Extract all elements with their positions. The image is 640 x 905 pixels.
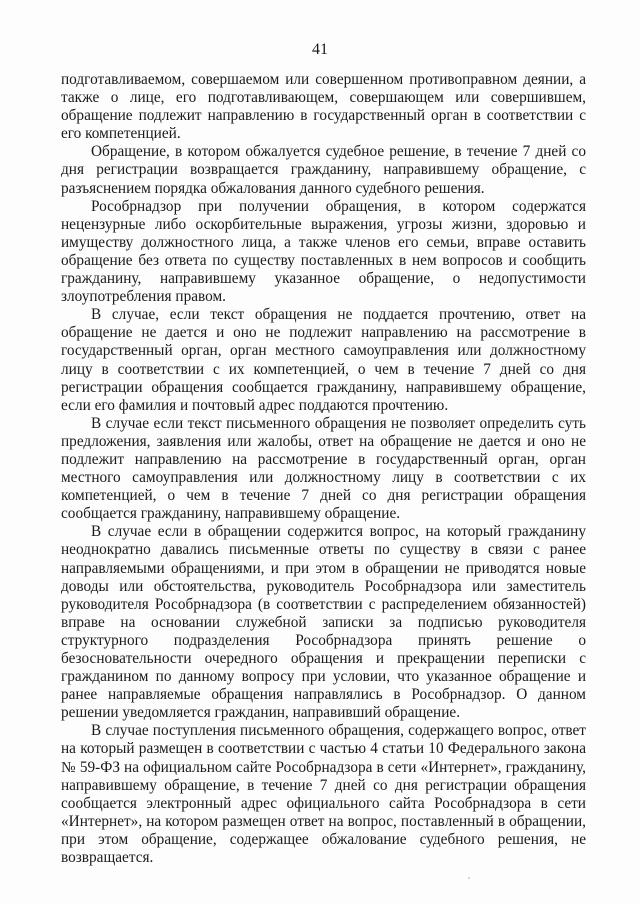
paragraph-unreadable-text: В случае, если текст обращения не поддается прочтению, ответ на обращение не дается и оно не подлежит направлению на рассмотрение в государственный орган, орган местного самоуправления или должностному лицу в соответствии с их компетенцией, о чем в течение 7 дней со дня регистрации обращения сообщается гражданину, направившему обращение, если его фамилия и почтовый адрес поддаются прочтению.	[61, 306, 586, 414]
page-number: 41	[312, 41, 328, 58]
paragraph-repeated-question: В случае если в обращении содержится вопрос, на который гражданину неоднократно давались письменные ответы по существу в связи с ранее направляемыми обращениями, и при этом в обращении не приводятся новые доводы или обстоятельства, руководитель Рособрнадзора или заместитель руководителя Рособрнадзора (в соответствии с распределением обязанностей) вправе на основании служебной записки за подписью руководителя структурного подразделения Рособрнадзора принять решение о безосновательности очередного обращения и прекращении переписки с гражданином по данному вопросу при условии, что указанное обращение и ранее направляемые обращения направлялись в Рособрнадзор. О данном решении уведомляется гражданин, направивший обращение.	[61, 523, 586, 722]
document-body	[61, 71, 586, 867]
scan-speck	[468, 877, 470, 879]
paragraph-published-answer: В случае поступления письменного обращения, содержащего вопрос, ответ на который размещен в соответствии с частью 4 статьи 10 Федерального закона № 59-ФЗ на официальном сайте Рособрнадзора в сети «Интернет», гражданину, направившему обращение, в течение 7 дней со дня регистрации обращения сообщается электронный адрес официального сайта Рособрнадзора в сети «Интернет», на котором размещен ответ на вопрос, поставленный в обращении, при этом обращение, содержащее обжалование судебного решения, не возвращается.	[61, 722, 586, 867]
paragraph-undefined-essence: В случае если текст письменного обращения не позволяет определить суть предложения, заявления или жалобы, ответ на обращение не дается и оно не подлежит направлению на рассмотрение в государственный орган, орган местного самоуправления или должностному лицу в соответствии с их компетенцией, о чем в течение 7 дней со дня регистрации обращения сообщается гражданину, направившему обращение.	[61, 414, 586, 523]
paragraph-court-decision: Обращение, в котором обжалуется судебное решение, в течение 7 дней со дня регистрации возвращается гражданину, направившему обращение, с разъяснением порядка обжалования данного судебного решения.	[61, 143, 586, 197]
paragraph-offensive-language: Рособрнадзор при получении обращения, в котором содержатся нецензурные либо оскорбительные выражения, угрозы жизни, здоровью и имуществу должностного лица, а также членов его семьи, вправе оставить обращение без ответа по существу поставленных в нем вопросов и сообщить гражданину, направившему указанное обращение, о недопустимости злоупотребления правом.	[61, 197, 586, 306]
paragraph-continued: подготавливаемом, совершаемом или совершенном противоправном деянии, а также о лице, его подготавливающем, совершающем или совершившем, обращение подлежит направлению в государственный орган в соответствии с его компетенцией.	[61, 71, 586, 143]
